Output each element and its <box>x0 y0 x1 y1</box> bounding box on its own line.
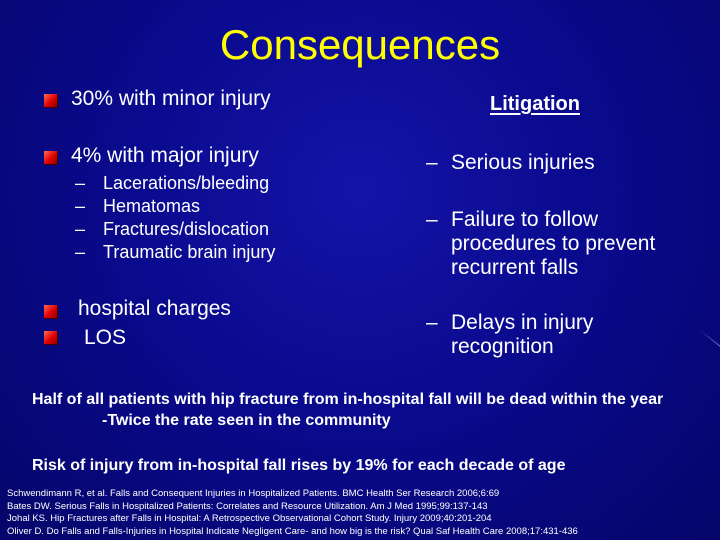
item-minor-injury: 30% with minor injury <box>71 87 271 110</box>
reference-1: Schwendimann R, et al. Falls and Consequent Injuries in Hospitalized Patients. BMC Health Ser Research 2006;6:69 <box>7 488 500 499</box>
dash-marker: – <box>75 242 86 262</box>
dash-marker: – <box>75 173 86 193</box>
slide-title: Consequences <box>219 21 501 68</box>
item-major-injury: 4% with major injury <box>71 144 259 167</box>
note-risk-of-injury: Risk of injury from in-hospital fall rises by 19% for each decade of age <box>32 457 566 474</box>
subitem-brain-injury: Traumatic brain injury <box>103 242 276 262</box>
references <box>7 488 578 538</box>
litigation-delays-line1: Delays in injury <box>451 311 594 334</box>
bullet-icon <box>44 151 57 164</box>
bullet-icon <box>44 331 57 344</box>
dash-marker: – <box>426 208 438 231</box>
note-hip-fracture: Half of all patients with hip fracture from in-hospital fall will be dead within the year <box>32 391 664 408</box>
bullet-icon <box>44 94 57 107</box>
litigation-failure-line3: recurrent falls <box>451 256 579 279</box>
reference-2: Bates DW. Serious Falls in Hospitalized Patients: Correlates and Resource Utilization. Am J Med 1995;99:137-143 <box>7 500 488 512</box>
reference-4: Oliver D. Do Falls and Falls-Injuries in Hospital Indicate Negligent Care- and how big is the risk? Qual Saf Health Care 2008;17:431-436 <box>7 525 578 537</box>
decorative-streak <box>700 330 720 355</box>
litigation-failure-line2: procedures to prevent <box>451 232 656 255</box>
subitem-fractures: Fractures/dislocation <box>103 219 270 239</box>
item-los: LOS <box>84 326 127 349</box>
item-hospital-charges: hospital charges <box>78 297 231 320</box>
note-twice-rate: -Twice the rate seen in the community <box>102 412 391 429</box>
dash-marker: – <box>75 219 86 239</box>
dash-marker: – <box>426 311 438 334</box>
subitem-lacerations: Lacerations/bleeding <box>103 173 270 193</box>
subitem-hematomas: Hematomas <box>103 196 201 216</box>
litigation-serious-injuries: Serious injuries <box>451 151 595 174</box>
reference-3: Johal KS. Hip Fractures after Falls in Hospital: A Retrospective Observational Cohort Study. Injury 2009;40:201-204 <box>7 513 492 524</box>
litigation-delays-line2: recognition <box>451 335 554 358</box>
dash-marker: – <box>75 196 86 216</box>
dash-marker: – <box>426 151 438 174</box>
litigation-heading: Litigation <box>490 93 580 115</box>
litigation-failure-line1: Failure to follow <box>451 208 599 231</box>
bullet-icon <box>44 305 57 318</box>
